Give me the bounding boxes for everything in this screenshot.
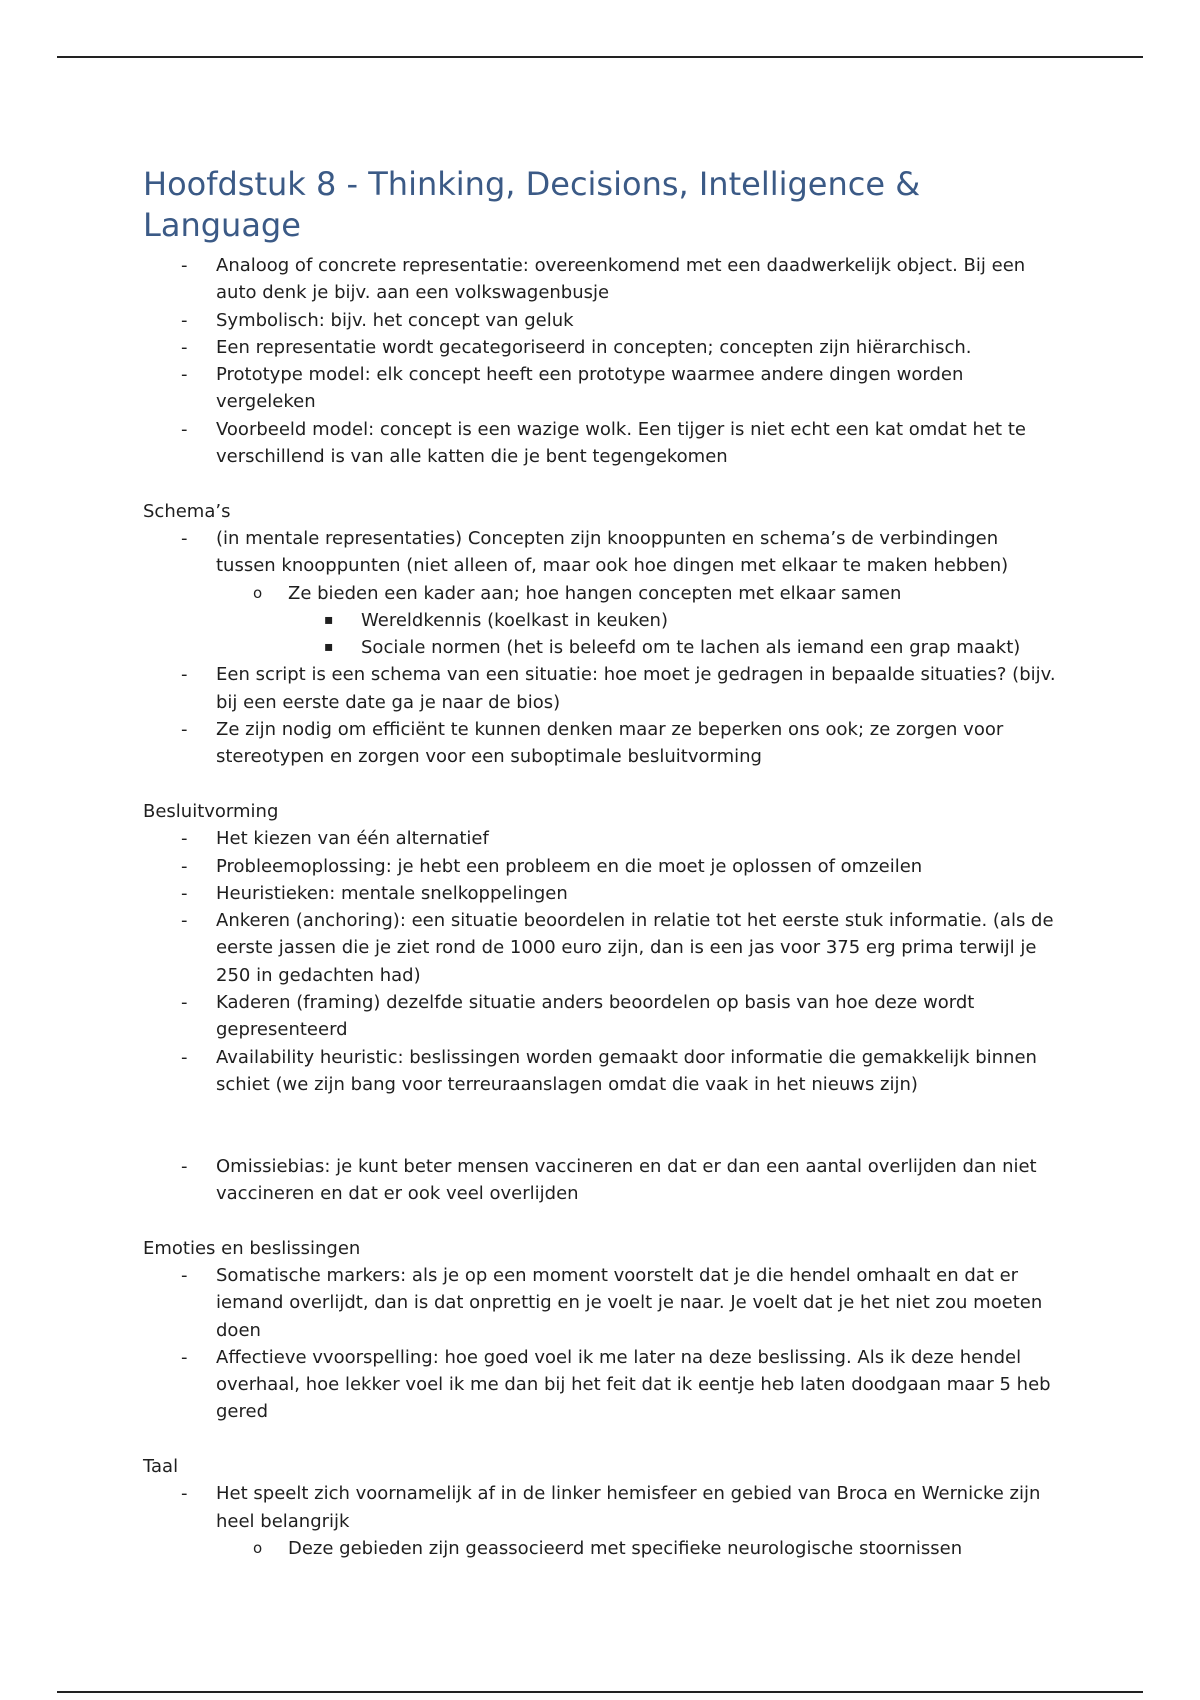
list-item: - Ankeren (anchoring): een situatie beoordelen in relatie tot het eerste stuk informatie. (als de eerste jassen die je ziet rond de 1000 euro zijn, dan is een jas voor 375 erg prima terwijl je 250 in gedachten had) (143, 907, 1063, 989)
spacer (143, 470, 1063, 497)
top-rule (57, 56, 1143, 58)
list-item: - Heuristieken: mentale snelkoppelingen (143, 880, 1063, 907)
dash-bullet: - (181, 1346, 188, 1368)
list-item: - Affectieve vvoorspelling: hoe goed voel ik me later na deze beslissing. Als ik deze hendel overhaal, hoe lekker voel ik me dan bij het feit dat ik eentje heb laten doodgaan maar 5 heb gered (143, 1344, 1063, 1426)
dash-bullet: - (181, 1155, 188, 1177)
dash-bullet: - (181, 882, 188, 904)
list-item: - Ze zijn nodig om efficiënt te kunnen denken maar ze beperken ons ook; ze zorgen voor stereotypen en zorgen voor een suboptimale besluitvorming (143, 716, 1063, 771)
sub-sub-list-item: ▪ Sociale normen (het is beleefd om te lachen als iemand een grap maakt) (143, 634, 1063, 661)
omissie-list (143, 1153, 1063, 1208)
square-bullet: ▪ (324, 639, 334, 656)
circle-bullet: o (253, 583, 263, 602)
list-item: - Kaderen (framing) dezelfde situatie anders beoordelen op basis van hoe deze wordt gepresenteerd (143, 989, 1063, 1044)
sub-sub-list-item: ▪ Wereldkennis (koelkast in keuken) (143, 607, 1063, 634)
page-title: Hoofdstuk 8 - Thinking, Decisions, Intelligence & Language (143, 165, 921, 244)
dash-bullet: - (181, 1264, 188, 1286)
dash-bullet: - (181, 1483, 188, 1505)
schemas-list (143, 525, 1063, 771)
dash-bullet: - (181, 336, 188, 358)
list-item: - Omissiebias: je kunt beter mensen vaccineren en dat er dan een aantal overlijden dan niet vaccineren en dat er ook veel overlijden (143, 1153, 1063, 1208)
list-item: - Voorbeeld model: concept is een wazige wolk. Een tijger is niet echt een kat omdat het te verschillend is van alle katten die je bent tegengekomen (143, 416, 1063, 471)
intro-list (143, 252, 1063, 470)
list-item: - Availability heuristic: beslissingen worden gemaakt door informatie die gemakkelijk binnen schiet (we zijn bang voor terreuraanslagen omdat die vaak in het nieuws zijn) (143, 1044, 1063, 1099)
list-item: - Het speelt zich voornamelijk af in de linker hemisfeer en gebied van Broca en Wernicke zijn heel belangrijk (143, 1480, 1063, 1535)
dash-bullet: - (181, 255, 188, 276)
dash-bullet: - (181, 992, 188, 1014)
dash-bullet: - (181, 364, 188, 386)
dash-bullet: - (181, 855, 188, 877)
section-heading-emoties: Emoties en beslissingen (143, 1237, 361, 1259)
spacer (143, 771, 1063, 798)
dash-bullet: - (181, 719, 188, 741)
dash-bullet: - (181, 1046, 188, 1068)
dash-bullet: - (181, 664, 188, 686)
list-item: - Een representatie wordt gecategoriseerd in concepten; concepten zijn hiërarchisch. (143, 334, 1063, 361)
list-item: - Een script is een schema van een situatie: hoe moet je gedragen in bepaalde situaties? (bijv. bij een eerste date ga je naar de bios) (143, 661, 1063, 716)
sub-list-item: o Deze gebieden zijn geassocieerd met specifieke neurologische stoornissen (143, 1535, 1063, 1562)
dash-bullet: - (181, 527, 188, 549)
list-item: - Het kiezen van één alternatief (143, 825, 1063, 852)
spacer (143, 1207, 1063, 1234)
dash-bullet: - (181, 418, 188, 440)
section-heading-besluitvorming: Besluitvorming (143, 800, 279, 822)
besluitvorming-list (143, 825, 1063, 1098)
bottom-rule (57, 1691, 1143, 1693)
dash-bullet: - (181, 828, 188, 850)
list-item: - Somatische markers: als je op een moment voorstelt dat je die hendel omhaalt en dat er iemand overlijdt, dan is dat onprettig en je voelt je naar. Je voelt dat je het niet zou moeten doen (143, 1262, 1063, 1344)
circle-bullet: o (253, 1538, 263, 1557)
spacer (143, 1098, 1063, 1153)
section-heading-taal: Taal (143, 1456, 179, 1478)
sub-list-item: o Ze bieden een kader aan; hoe hangen concepten met elkaar samen (143, 580, 1063, 607)
list-item: - Symbolisch: bijv. het concept van geluk (143, 307, 1063, 334)
list-item: - Prototype model: elk concept heeft een prototype waarmee andere dingen worden vergeleken (143, 361, 1063, 416)
emoties-list (143, 1262, 1063, 1426)
list-item: - Analoog of concrete representatie: overeenkomend met een daadwerkelijk object. Bij een auto denk je bijv. aan een volkswagenbusje (143, 252, 1063, 307)
square-bullet: ▪ (324, 611, 334, 628)
taal-list (143, 1480, 1063, 1562)
list-item: - Probleemoplossing: je hebt een probleem en die moet je oplossen of omzeilen (143, 853, 1063, 880)
list-item: - (in mentale representaties) Concepten zijn knooppunten en schema’s de verbindingen tussen knooppunten (niet alleen of, maar ook hoe dingen met elkaar te maken hebben) (143, 525, 1063, 580)
spacer (143, 1426, 1063, 1453)
dash-bullet: - (181, 309, 188, 331)
document-body (143, 164, 1063, 1562)
dash-bullet: - (181, 910, 188, 932)
section-heading-schemas: Schema’s (143, 500, 231, 522)
